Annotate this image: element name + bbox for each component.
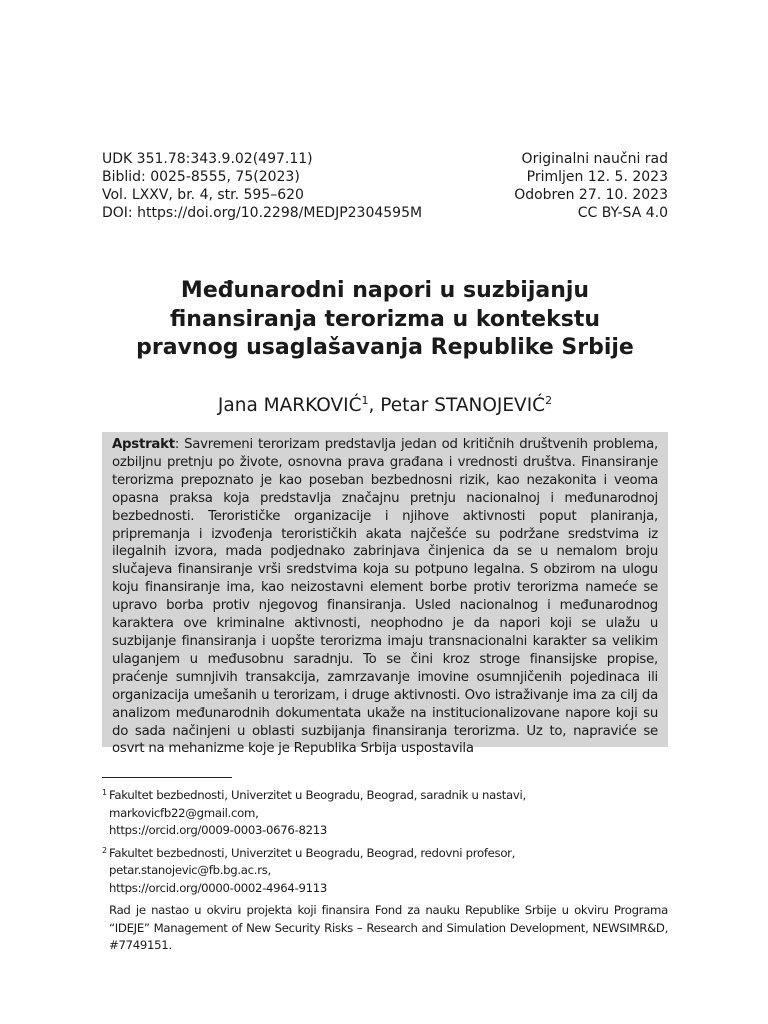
volume-info: Vol. LXXV, br. 4, str. 595–620 — [102, 187, 304, 203]
metadata-right — [514, 150, 668, 222]
title-line: Međunarodni napori u suzbijanju — [180, 278, 590, 303]
author-name: Jana MARKOVIĆ — [217, 395, 362, 416]
paper-title — [102, 277, 668, 363]
author-list — [102, 394, 668, 418]
title-line: finansiranja terorizma u kontekstu — [169, 306, 601, 332]
footnote-orcid: https://orcid.org/0009-0003-0676-8213 — [109, 823, 328, 837]
title-line: pravnog usaglašavanja Republike Srbije — [136, 335, 634, 360]
footnote-affiliation: Fakultet bezbednosti, Univerzitet u Beogradu, Beograd, saradnik u nastavi, markovicfb22@gmail.com, — [109, 788, 526, 820]
footnote-affiliation: Fakultet bezbednosti, Univerzitet u Beogradu, Beograd, redovni profesor, petar.stanojevic@fb.bg.ac.rs, — [109, 845, 516, 877]
biblid: Biblid: 0025-8555, 75(2023) — [102, 169, 300, 185]
doi: DOI: https://doi.org/10.2298/MEDJP2304595M — [102, 205, 423, 221]
accepted-date: Odobren 27. 10. 2023 — [514, 187, 668, 203]
footnote-mark: 1 — [361, 393, 369, 407]
author-name: Petar STANOJEVIĆ — [380, 395, 546, 416]
footnote-divider — [102, 777, 232, 778]
udk-code: UDK 351.78:343.9.02(497.11) — [102, 151, 313, 167]
article-type: Originalni naučni rad — [521, 151, 668, 167]
abstract-box — [102, 432, 668, 757]
footnote-mark: 2 — [545, 393, 553, 407]
footnote-number: 2 — [102, 845, 107, 855]
metadata-left — [102, 150, 422, 222]
abstract-label: Apstrakt — [112, 437, 175, 452]
article-metadata — [102, 150, 668, 222]
footnote-number: 1 — [102, 788, 107, 797]
funding-note: Rad je nastao u okviru projekta koji finansira Fond za nauku Republike Srbije u okviru Programa “IDEJE” Management of New Security Risks – Research and Simulation Development, NEWSIMR&D, #7749151. — [109, 903, 668, 952]
footnotes — [102, 787, 668, 955]
received-date: Primljen 12. 5. 2023 — [526, 169, 668, 185]
author-separator: , — [368, 395, 381, 416]
abstract-text: : Savremeni terorizam predstavlja jedan od kritičnih društvenih problema, ozbiljnu pretnju po živote, osnovna prava građana i vrednosti društva. Finansiranje terorizma prepoznato je kao poseban bezbednosni rizik, kao nezakonita i veoma opasna praksa koja predstavlja značajnu pretnju nacionalnoj i međunarodnoj bezbednosti. Terorističke organizacije i njihove aktivnosti poput planiranja, pripremanja i izvođenja terorističkih akata najčešće su podržane sredstvima iz ilegalnih izvora, mada podjednako zabrinjava činjenica da se u nemalom broju slučajeva finansiranje vrši sredstvima koja su potpuno legalna. S obzirom na ulogu koju finansiranje ima, kao neizostavni element borbe protiv terorizma nameće se upravo borba protiv njegovog finansiranja. Usled nacionalnog i međunarodnog karaktera ove kriminalne aktivnosti, neophodno je da napori koji se ulažu u suzbijanje finansiranja i uopšte terorizma imaju transnacionalni karakter sa velikim ulaganjem u međusobnu saradnju. To se čini kroz stroge finansijske propise, praćenje sumnjivih transakcija, zamrzavanje imovine osumnjičenih pojedinaca ili organizacija umešanih u terorizam, i druge aktivnosti. Ovo istraživanje ima za cilj da analizom međunarodnih dokumentata ukaže na institucionalizovane napore koji su do sada načinjeni u oblasti suzbijanja finansiranja terorizma. Uz to, napraviće se osvrt na mehanizme koje je Republika Srbija uspostavila — [112, 437, 658, 757]
footnote — [102, 787, 668, 840]
footnote-orcid: https://orcid.org/0000-0002-4964-9113 — [109, 880, 328, 895]
license: CC BY-SA 4.0 — [577, 205, 668, 221]
footnote — [102, 845, 668, 898]
